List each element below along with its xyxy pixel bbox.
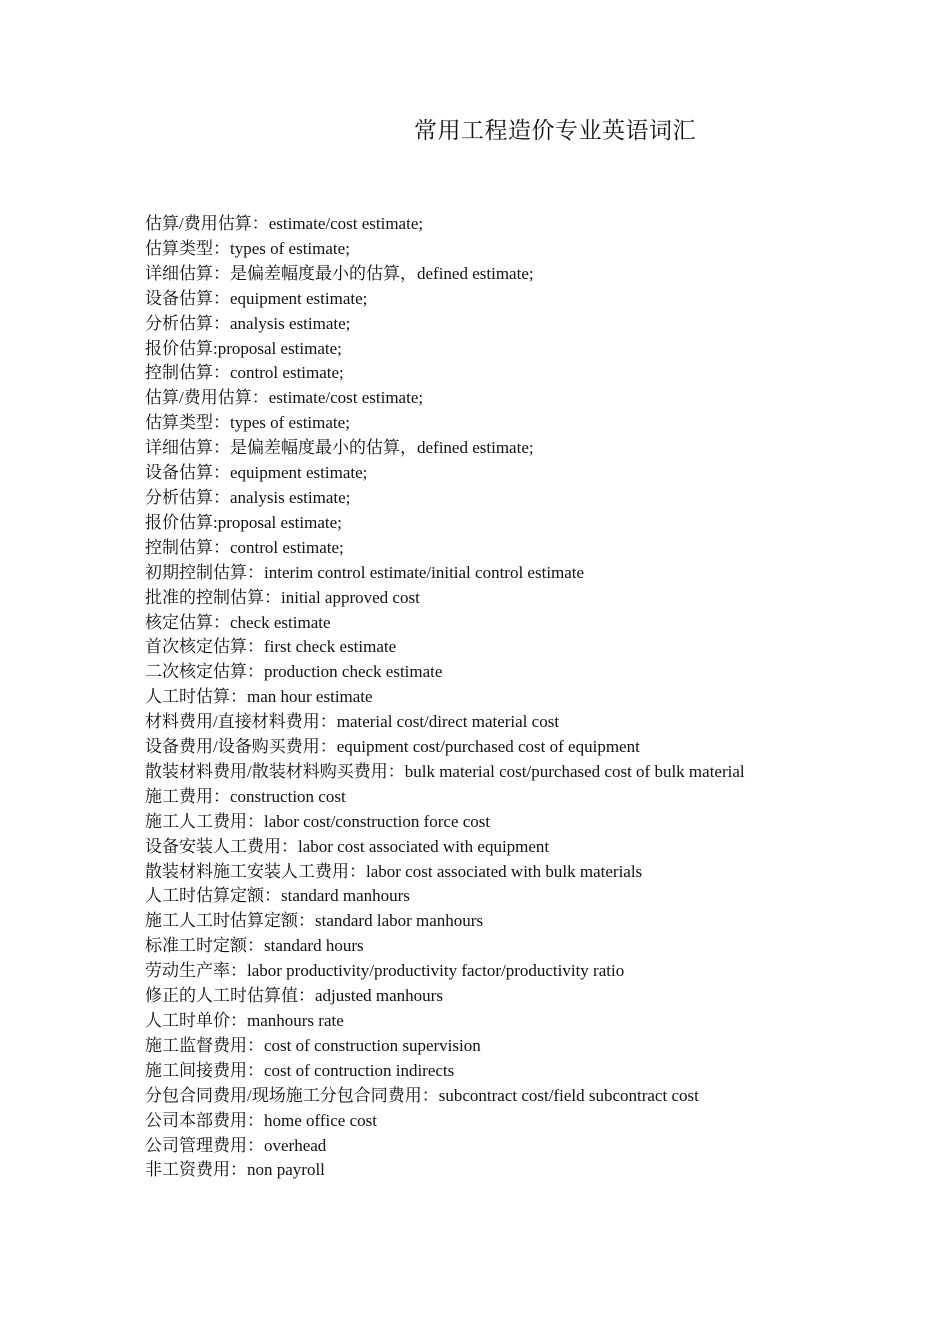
document-title: 常用工程造价专业英语词汇 — [414, 118, 696, 143]
glossary-entry: 公司管理费用：overhead — [145, 1135, 327, 1155]
glossary-entry: 报价估算:proposal estimate; — [145, 338, 342, 358]
glossary-entry: 标准工时定额：standard hours — [145, 936, 364, 956]
glossary-entry: 修正的人工时估算值：adjusted manhours — [145, 986, 443, 1006]
glossary-entry: 详细估算：是偏差幅度最小的估算，defined estimate; — [145, 438, 534, 458]
glossary-entry: 估算类型：types of estimate; — [145, 413, 350, 433]
glossary-entry: 公司本部费用：home office cost — [145, 1110, 377, 1130]
glossary-entry: 散装材料费用/散装材料购买费用：bulk material cost/purchased cost of bulk material — [145, 761, 745, 781]
glossary-entry: 估算/费用估算：estimate/cost estimate; — [145, 214, 424, 233]
glossary-entry: 施工费用：construction cost — [145, 786, 346, 806]
glossary-entry: 二次核定估算：production check estimate — [145, 662, 443, 682]
glossary-entry: 分析估算：analysis estimate; — [145, 313, 351, 333]
glossary-entry: 详细估算：是偏差幅度最小的估算，defined estimate; — [145, 263, 534, 283]
glossary-entry: 设备估算：equipment estimate; — [145, 463, 368, 483]
glossary-entry: 施工人工时估算定额：standard labor manhours — [145, 911, 484, 931]
glossary-entry: 控制估算：control estimate; — [145, 363, 344, 383]
glossary-entry: 分包合同费用/现场施工分包合同费用：subcontract cost/field subcontract cost — [145, 1085, 699, 1105]
glossary-entry: 批准的控制估算：initial approved cost — [145, 587, 420, 607]
glossary-entry: 材料费用/直接材料费用：material cost/direct material cost — [145, 712, 560, 732]
glossary-entry: 设备估算：equipment estimate; — [145, 288, 368, 308]
glossary-entry: 初期控制估算：interim control estimate/initial control estimate — [145, 562, 585, 582]
glossary-list — [145, 212, 807, 1183]
glossary-entry: 估算类型：types of estimate; — [145, 238, 350, 258]
glossary-entry: 散装材料施工安装人工费用：labor cost associated with bulk materials — [145, 861, 643, 881]
glossary-entry: 人工时估算：man hour estimate — [145, 687, 373, 707]
glossary-entry: 人工时估算定额：standard manhours — [145, 886, 410, 906]
glossary-entry: 设备费用/设备购买费用：equipment cost/purchased cost of equipment — [145, 737, 640, 757]
glossary-entry: 控制估算：control estimate; — [145, 537, 344, 557]
glossary-entry: 施工人工费用：labor cost/construction force cost — [145, 811, 491, 831]
glossary-entry: 分析估算：analysis estimate; — [145, 487, 351, 507]
glossary-entry: 人工时单价：manhours rate — [145, 1011, 344, 1030]
glossary-entry: 施工间接费用：cost of contruction indirects — [145, 1060, 455, 1080]
glossary-entry: 报价估算:proposal estimate; — [145, 512, 342, 532]
glossary-entry: 劳动生产率：labor productivity/productivity factor/productivity ratio — [145, 961, 625, 981]
glossary-entry: 施工监督费用：cost of construction supervision — [145, 1035, 481, 1055]
glossary-entry: 设备安装人工费用：labor cost associated with equipment — [145, 836, 550, 856]
glossary-entry: 非工资费用：non payroll — [145, 1160, 325, 1180]
glossary-entry: 核定估算：check estimate — [145, 612, 331, 632]
glossary-entry: 首次核定估算：first check estimate — [145, 637, 397, 657]
glossary-entry: 估算/费用估算：estimate/cost estimate; — [145, 388, 424, 408]
